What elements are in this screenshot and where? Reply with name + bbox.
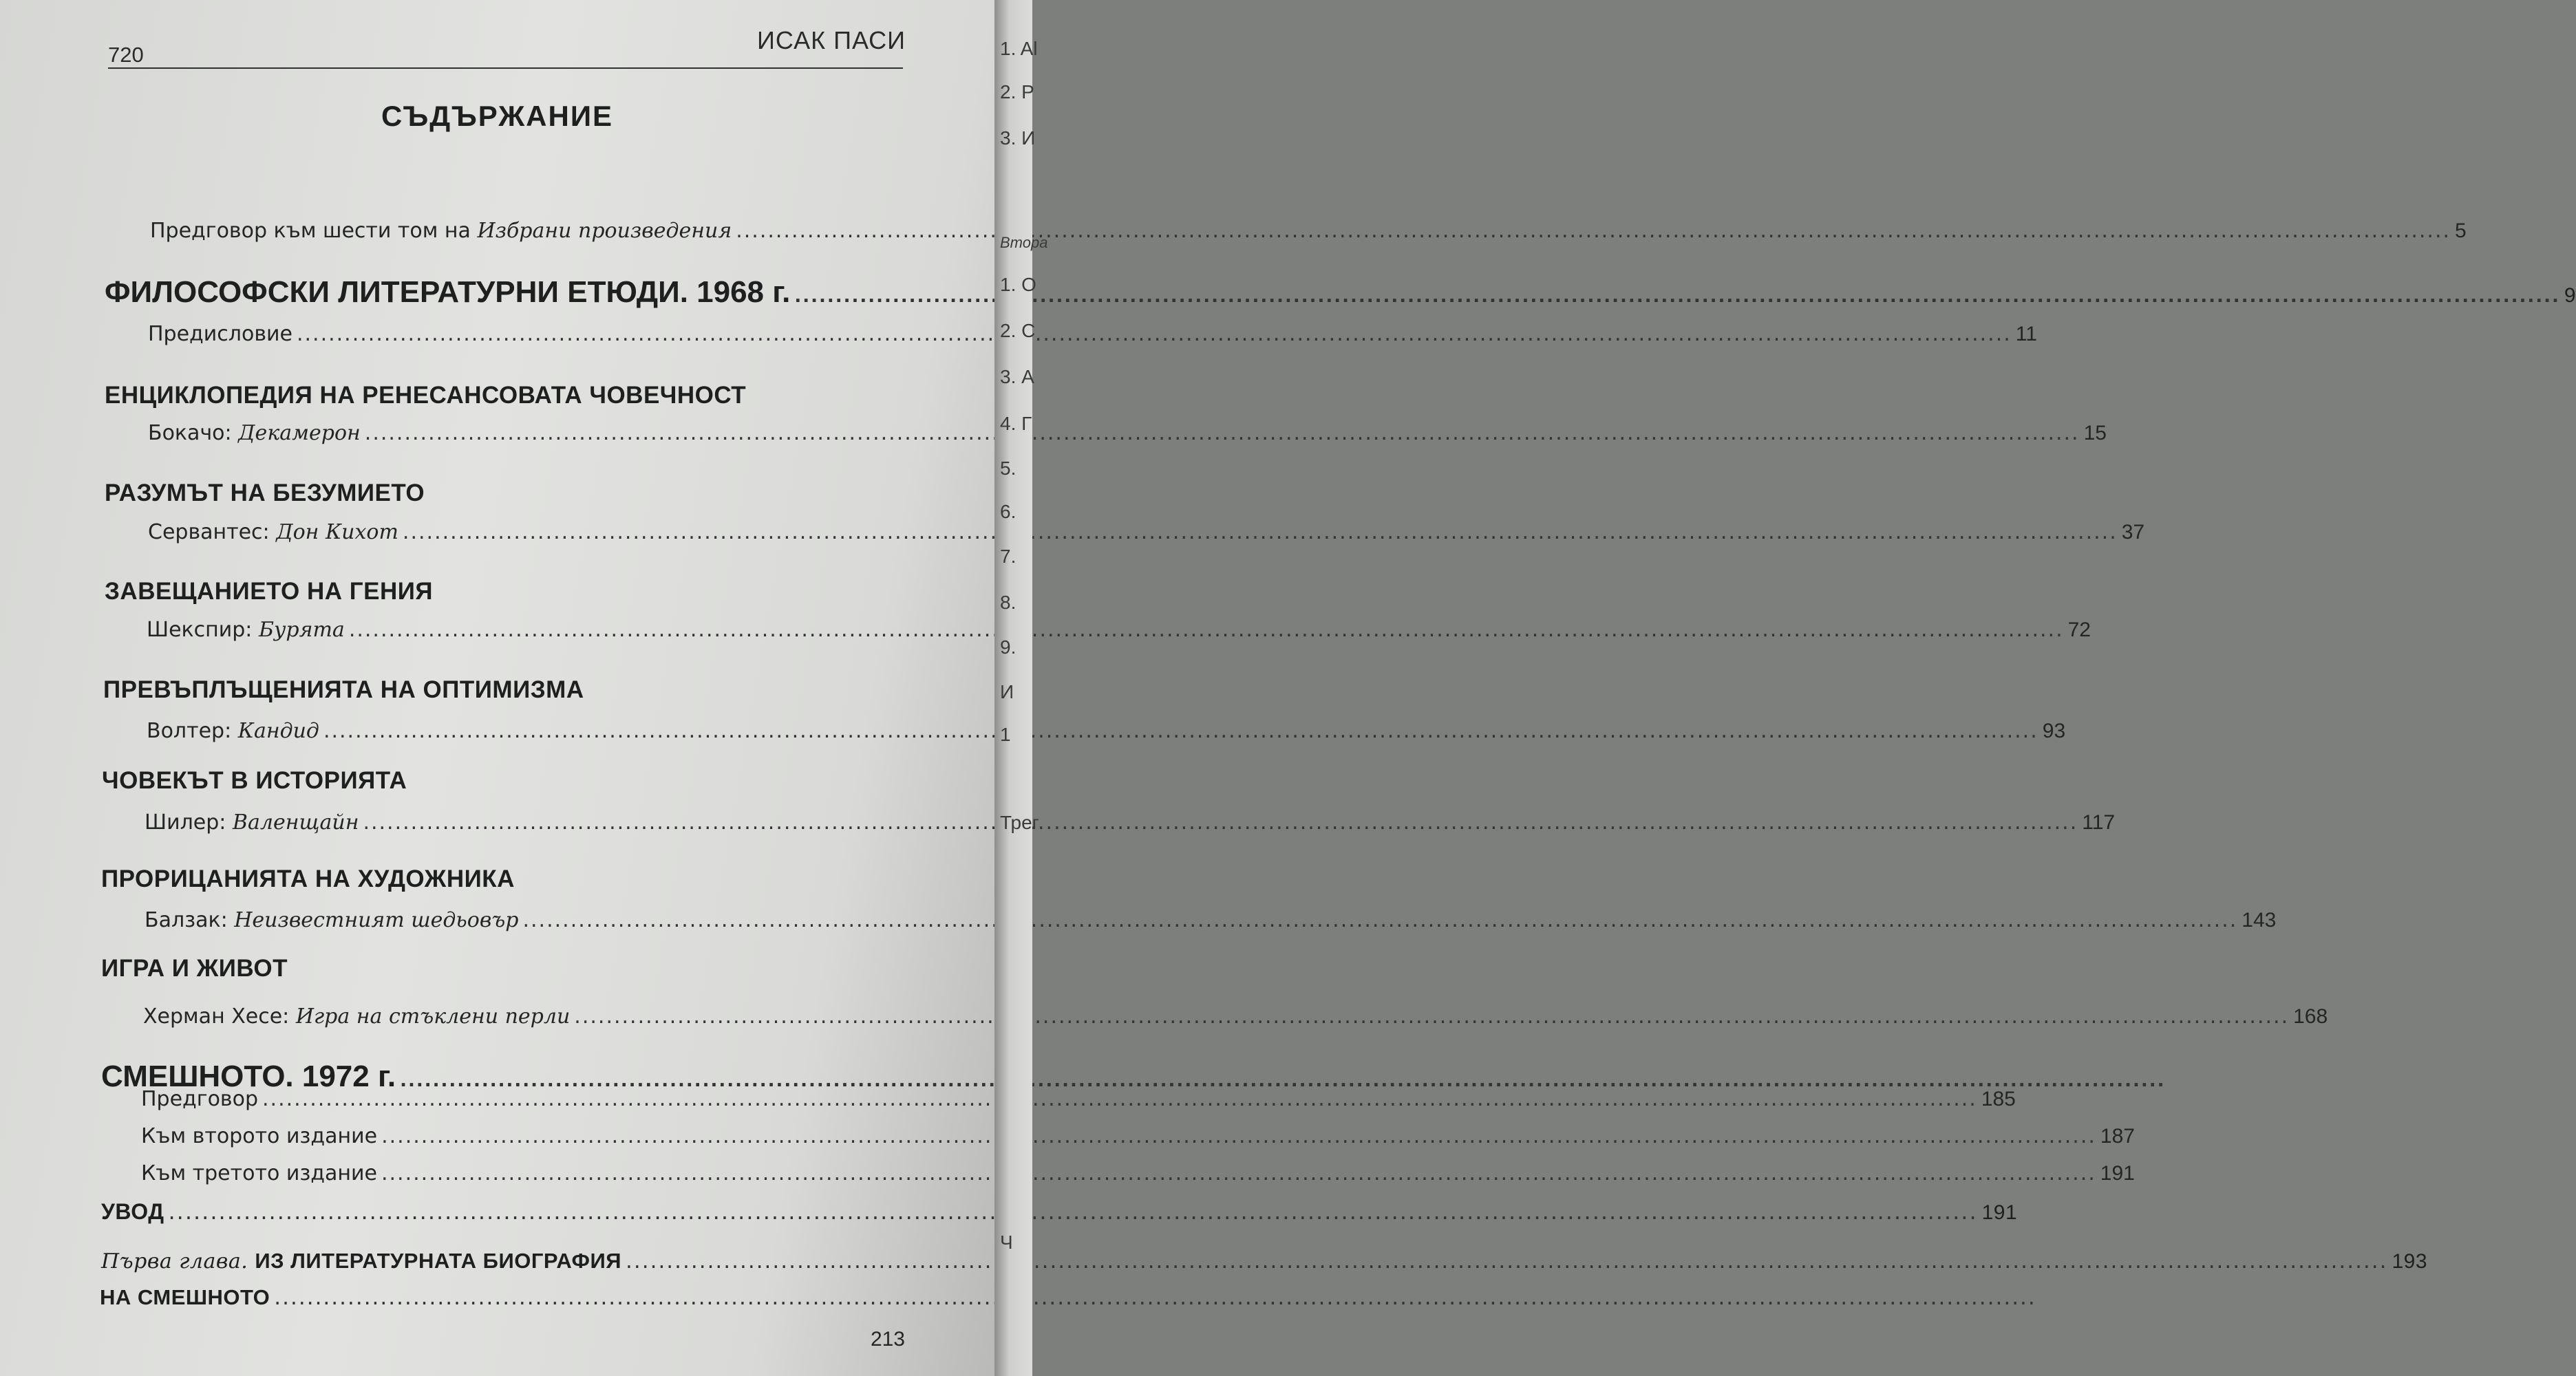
- toc-section-heading[interactable]: ЕНЦИКЛОПЕДИЯ НА РЕНЕСАНСОВАТА ЧОВЕЧНОСТ: [105, 382, 747, 409]
- facing-fragment: 1: [1000, 724, 1011, 745]
- facing-fragment: 3. А: [1000, 366, 1034, 387]
- toc-entry-chapter-1-cont[interactable]: НА СМЕШНОТО .....: [100, 1285, 902, 1310]
- facing-fragment: И: [1000, 681, 1014, 702]
- facing-fragment: Втора: [1000, 234, 1048, 251]
- facing-fragment: 8.: [1000, 592, 1016, 613]
- header-rule: [108, 67, 903, 69]
- running-title: ИСАК ПАСИ: [757, 26, 906, 54]
- toc-entry[interactable]: Сервантес: Дон Кихот ..... 37: [148, 520, 904, 544]
- toc-entry[interactable]: Към третото издание ..... 191: [141, 1161, 905, 1185]
- toc-entry[interactable]: Предговор ..... 185: [141, 1087, 905, 1111]
- toc-part-2[interactable]: СМЕШНОТО. 1972 г. .....: [101, 1060, 905, 1094]
- toc-entry-chapter-1[interactable]: Първа глава. ИЗ ЛИТЕРАТУРНАТА БИОГРАФИЯ ..... 193: [101, 1249, 905, 1273]
- toc-section-heading[interactable]: ПРОРИЦАНИЯТА НА ХУДОЖНИКА: [101, 866, 515, 892]
- toc-page-213: 213: [870, 1328, 905, 1351]
- facing-fragment: Ч: [1000, 1232, 1013, 1253]
- toc-entry-part1-intro[interactable]: Предисловие ..... 11: [148, 322, 895, 346]
- toc-section-heading[interactable]: ЧОВЕКЪТ В ИСТОРИЯТА: [102, 767, 407, 794]
- toc-entry[interactable]: Шекспир: Бурята ..... 72: [147, 618, 904, 642]
- toc-section-heading[interactable]: РАЗУМЪТ НА БЕЗУМИЕТО: [105, 480, 425, 506]
- facing-fragment: 1. О: [1000, 274, 1036, 295]
- facing-fragment: 6.: [1000, 501, 1016, 522]
- toc-part-1[interactable]: ФИЛОСОФСКИ ЛИТЕРАТУРНИ ЕТЮДИ. 1968 г. ..... 9: [105, 275, 895, 310]
- facing-fragment: 3. И: [1000, 127, 1036, 149]
- facing-fragment: 4. Г: [1000, 413, 1032, 434]
- toc-section-heading[interactable]: ЗАВЕЩАНИЕТО НА ГЕНИЯ: [105, 578, 434, 605]
- toc-entry[interactable]: Херман Хесе: Игра на стъклени перли ..... 168: [143, 1004, 905, 1029]
- toc-entry[interactable]: Към второто издание ..... 187: [141, 1124, 905, 1148]
- toc-entry-intro[interactable]: УВОД ..... 191: [101, 1198, 905, 1225]
- facing-fragment: 2. Р: [1000, 81, 1034, 103]
- toc-section-heading[interactable]: ИГРА И ЖИВОТ: [101, 955, 288, 982]
- toc-section-heading[interactable]: ПРЕВЪПЛЪЩЕНИЯТА НА ОПТИМИЗМА: [103, 676, 584, 703]
- facing-fragment: 5.: [1000, 458, 1016, 479]
- facing-fragment: 7.: [1000, 546, 1016, 567]
- facing-fragment: 2. С: [1000, 320, 1036, 341]
- facing-fragment: Трег: [1000, 812, 1039, 833]
- toc-entry[interactable]: Бокачо: Декамерон ..... 15: [148, 421, 902, 445]
- toc-entry[interactable]: Волтер: Кандид ..... 93: [147, 719, 904, 743]
- toc-entry[interactable]: Балзак: Неизвестният шедьовър ..... 143: [145, 908, 905, 932]
- toc-entry[interactable]: Шилер: Валенщайн ..... 117: [145, 810, 905, 835]
- contents-title: СЪДЪРЖАНИЕ: [381, 100, 614, 132]
- toc-entry-preface[interactable]: Предговор към шести том на Избрани произведения ..... 5: [150, 219, 895, 243]
- page-number: 720: [108, 43, 144, 67]
- facing-page-edge: [994, 0, 1048, 1376]
- facing-fragment: 1. Al: [1000, 38, 1038, 59]
- facing-fragment: 9.: [1000, 636, 1016, 658]
